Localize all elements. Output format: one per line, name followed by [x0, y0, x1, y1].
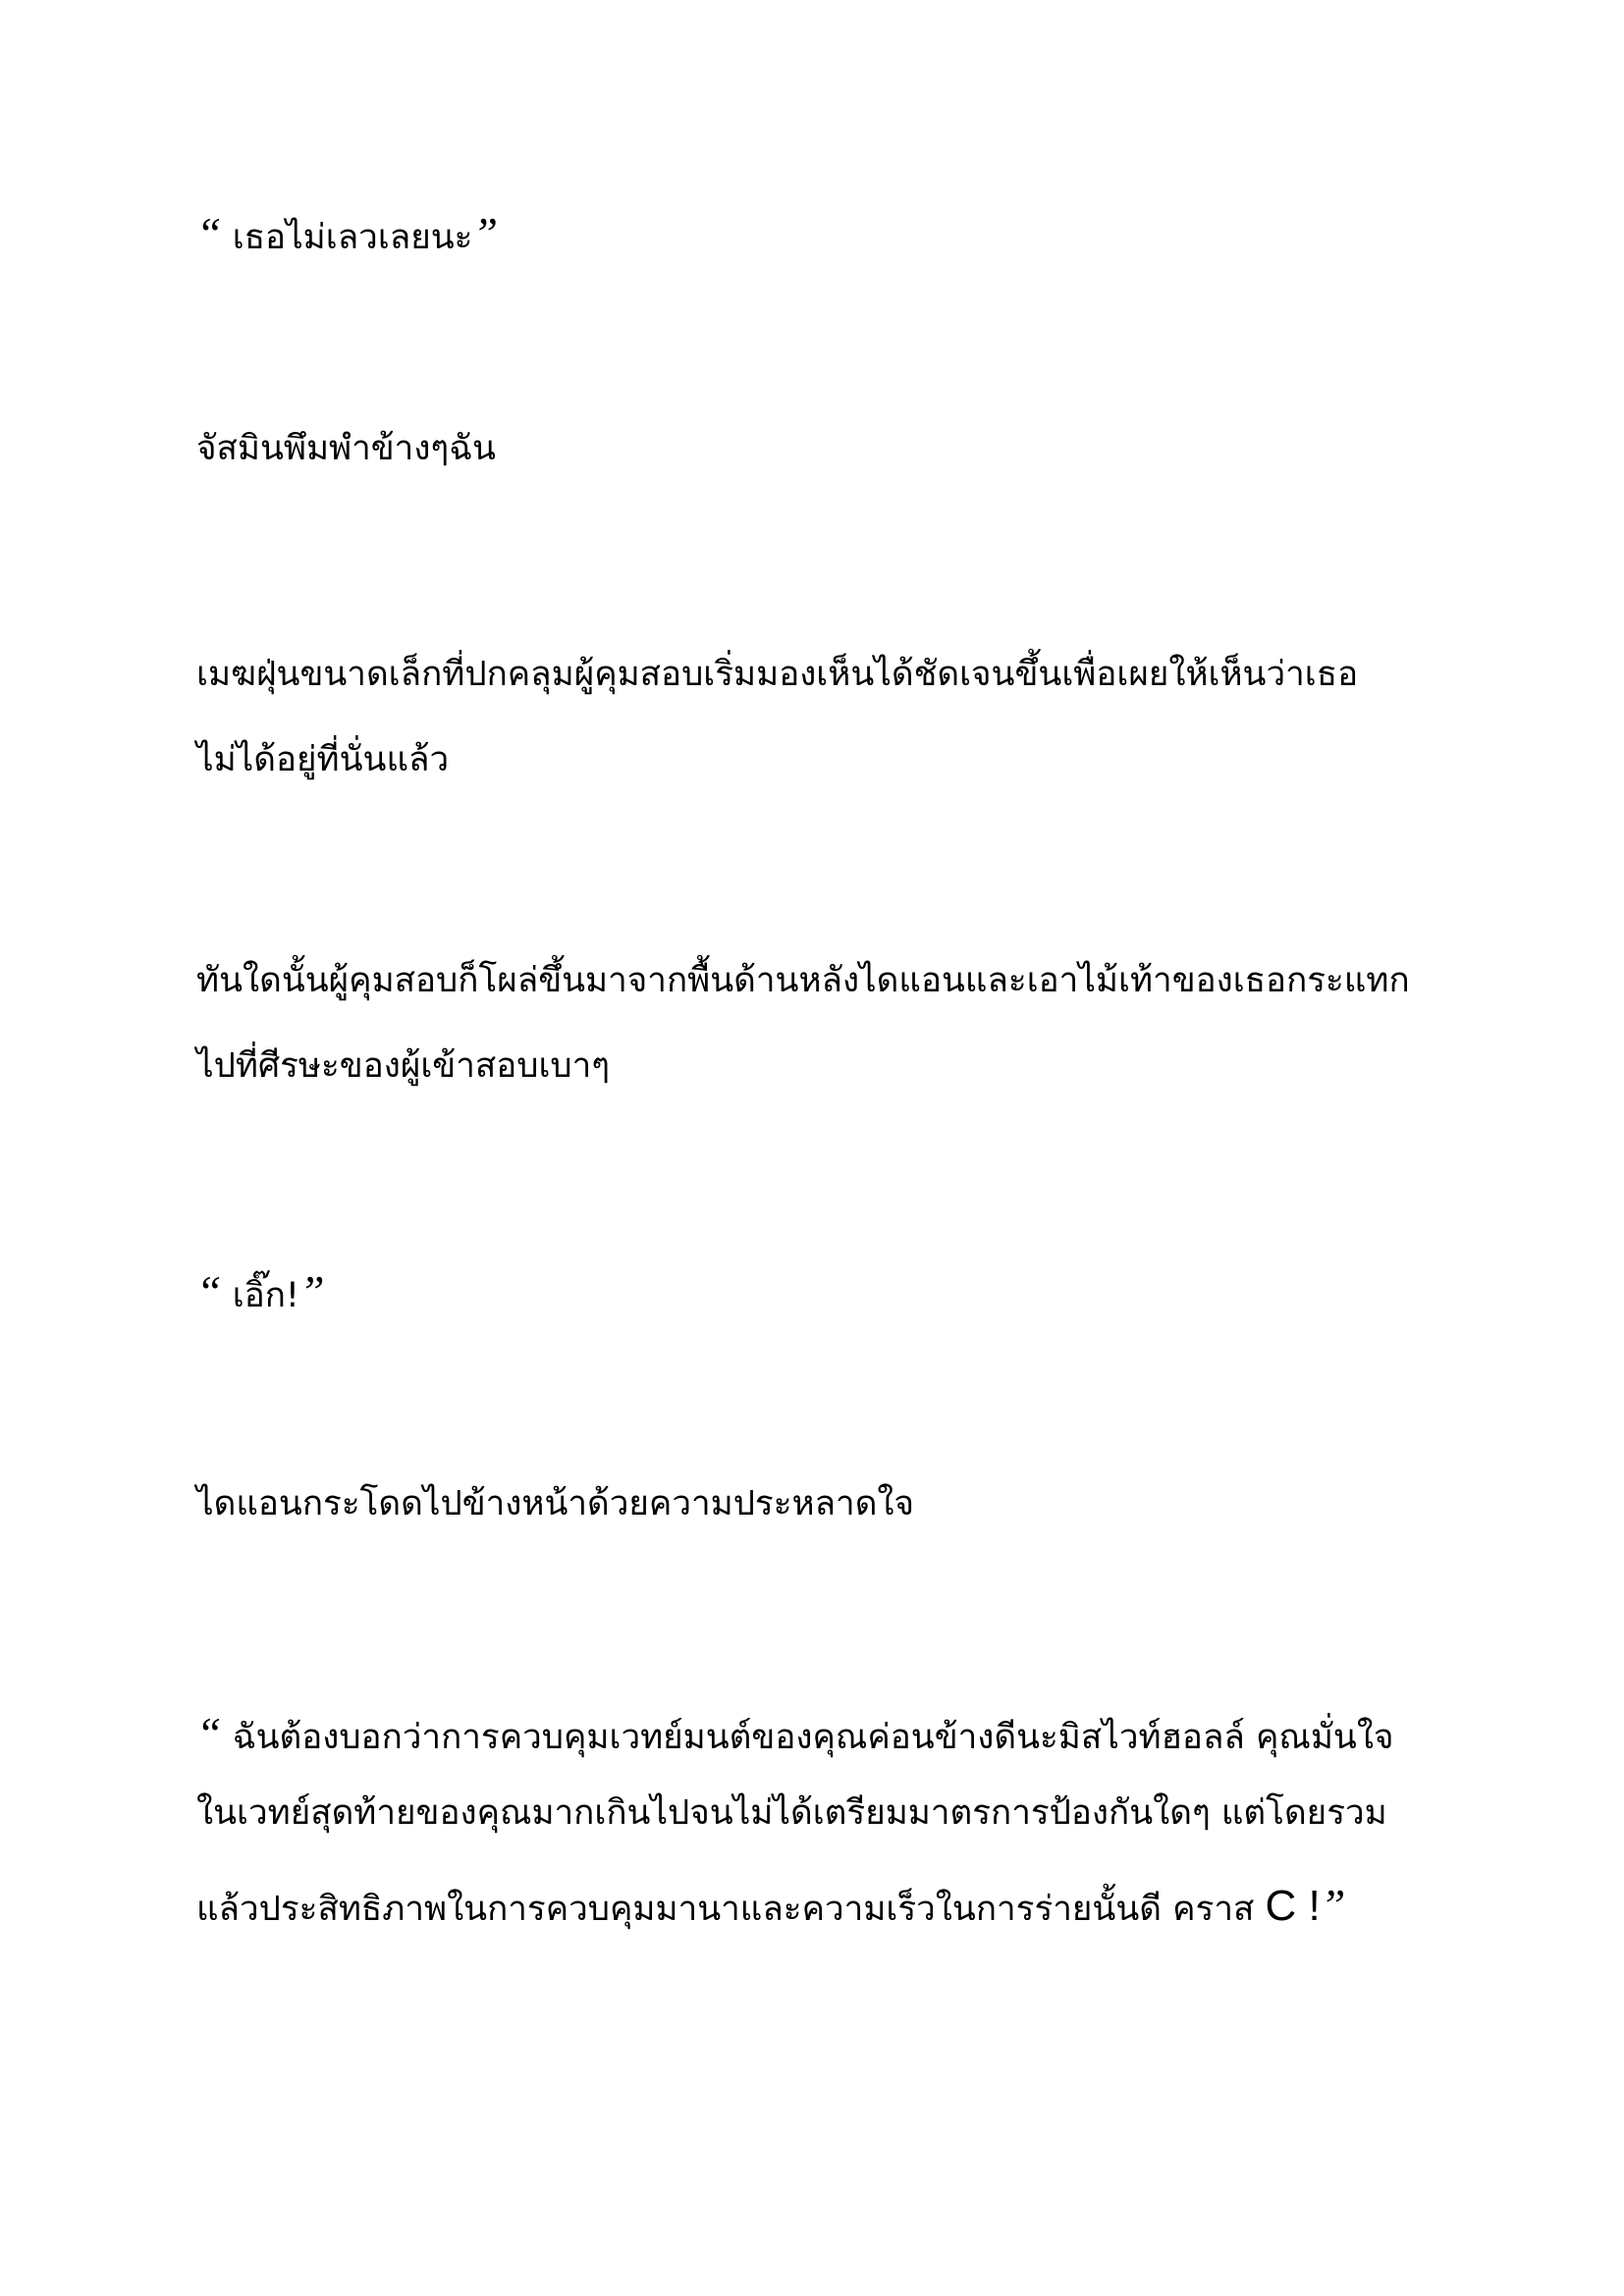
dialogue-text: ฉันต้องบอกว่าการควบคุมเวทย์มนต์ของคุณค่อนข้างดีนะมิสไวท์ฮอลล์ คุณมั่นใจ — [232, 1718, 1394, 1757]
dialogue-line — [196, 1708, 1394, 1758]
open-quote: “ — [196, 1266, 222, 1316]
open-quote: “ — [196, 1708, 222, 1758]
dialogue-line — [196, 1266, 325, 1316]
narration-paragraph-line: เมฆฝุ่นขนาดเล็กที่ปกคลุมผู้คุมสอบเริ่มมองเห็นได้ชัดเจนขึ้นเพื่อเผยให้เห็นว่าเธอ — [196, 655, 1359, 694]
narration-paragraph-line: ไปที่ศีรษะของผู้เข้าสอบเบาๆ — [196, 1046, 611, 1086]
dialogue-text: เอิ๊ก! — [232, 1276, 299, 1315]
dialogue-line: ในเวทย์สุดท้ายของคุณมากเกินไปจนไม่ได้เตรียมมาตรการป้องกันใดๆ แต่โดยรวม — [196, 1793, 1387, 1833]
open-quote: “ — [196, 208, 222, 258]
close-quote: ” — [298, 1266, 325, 1316]
narration-paragraph-line: ทันใดนั้นผู้คุมสอบก็โผล่ขึ้นมาจากพื้นด้านหลังไดแอนและเอาไม้เท้าของเธอกระแทก — [196, 961, 1410, 1000]
narration-paragraph: ไดแอนกระโดดไปข้างหน้าด้วยความประหลาดใจ — [196, 1484, 915, 1523]
grade-text: C ! — [1265, 1882, 1321, 1930]
dialogue-text: เธอไม่เลวเลยนะ — [232, 218, 473, 257]
narration-paragraph-line: ไม่ได้อยู่ที่นั่นแล้ว — [196, 740, 450, 779]
dialogue-text: แล้วประสิทธิภาพในการควบคุมมานาและความเร็วในการร่ายนั้นดี คราส — [196, 1890, 1255, 1929]
dialogue-line — [196, 208, 499, 258]
narration-paragraph: จัสมินพึมพำข้างๆฉัน — [196, 429, 496, 468]
close-quote: ” — [472, 208, 499, 258]
close-quote: ” — [1320, 1880, 1346, 1930]
dialogue-line — [196, 1880, 1346, 1930]
